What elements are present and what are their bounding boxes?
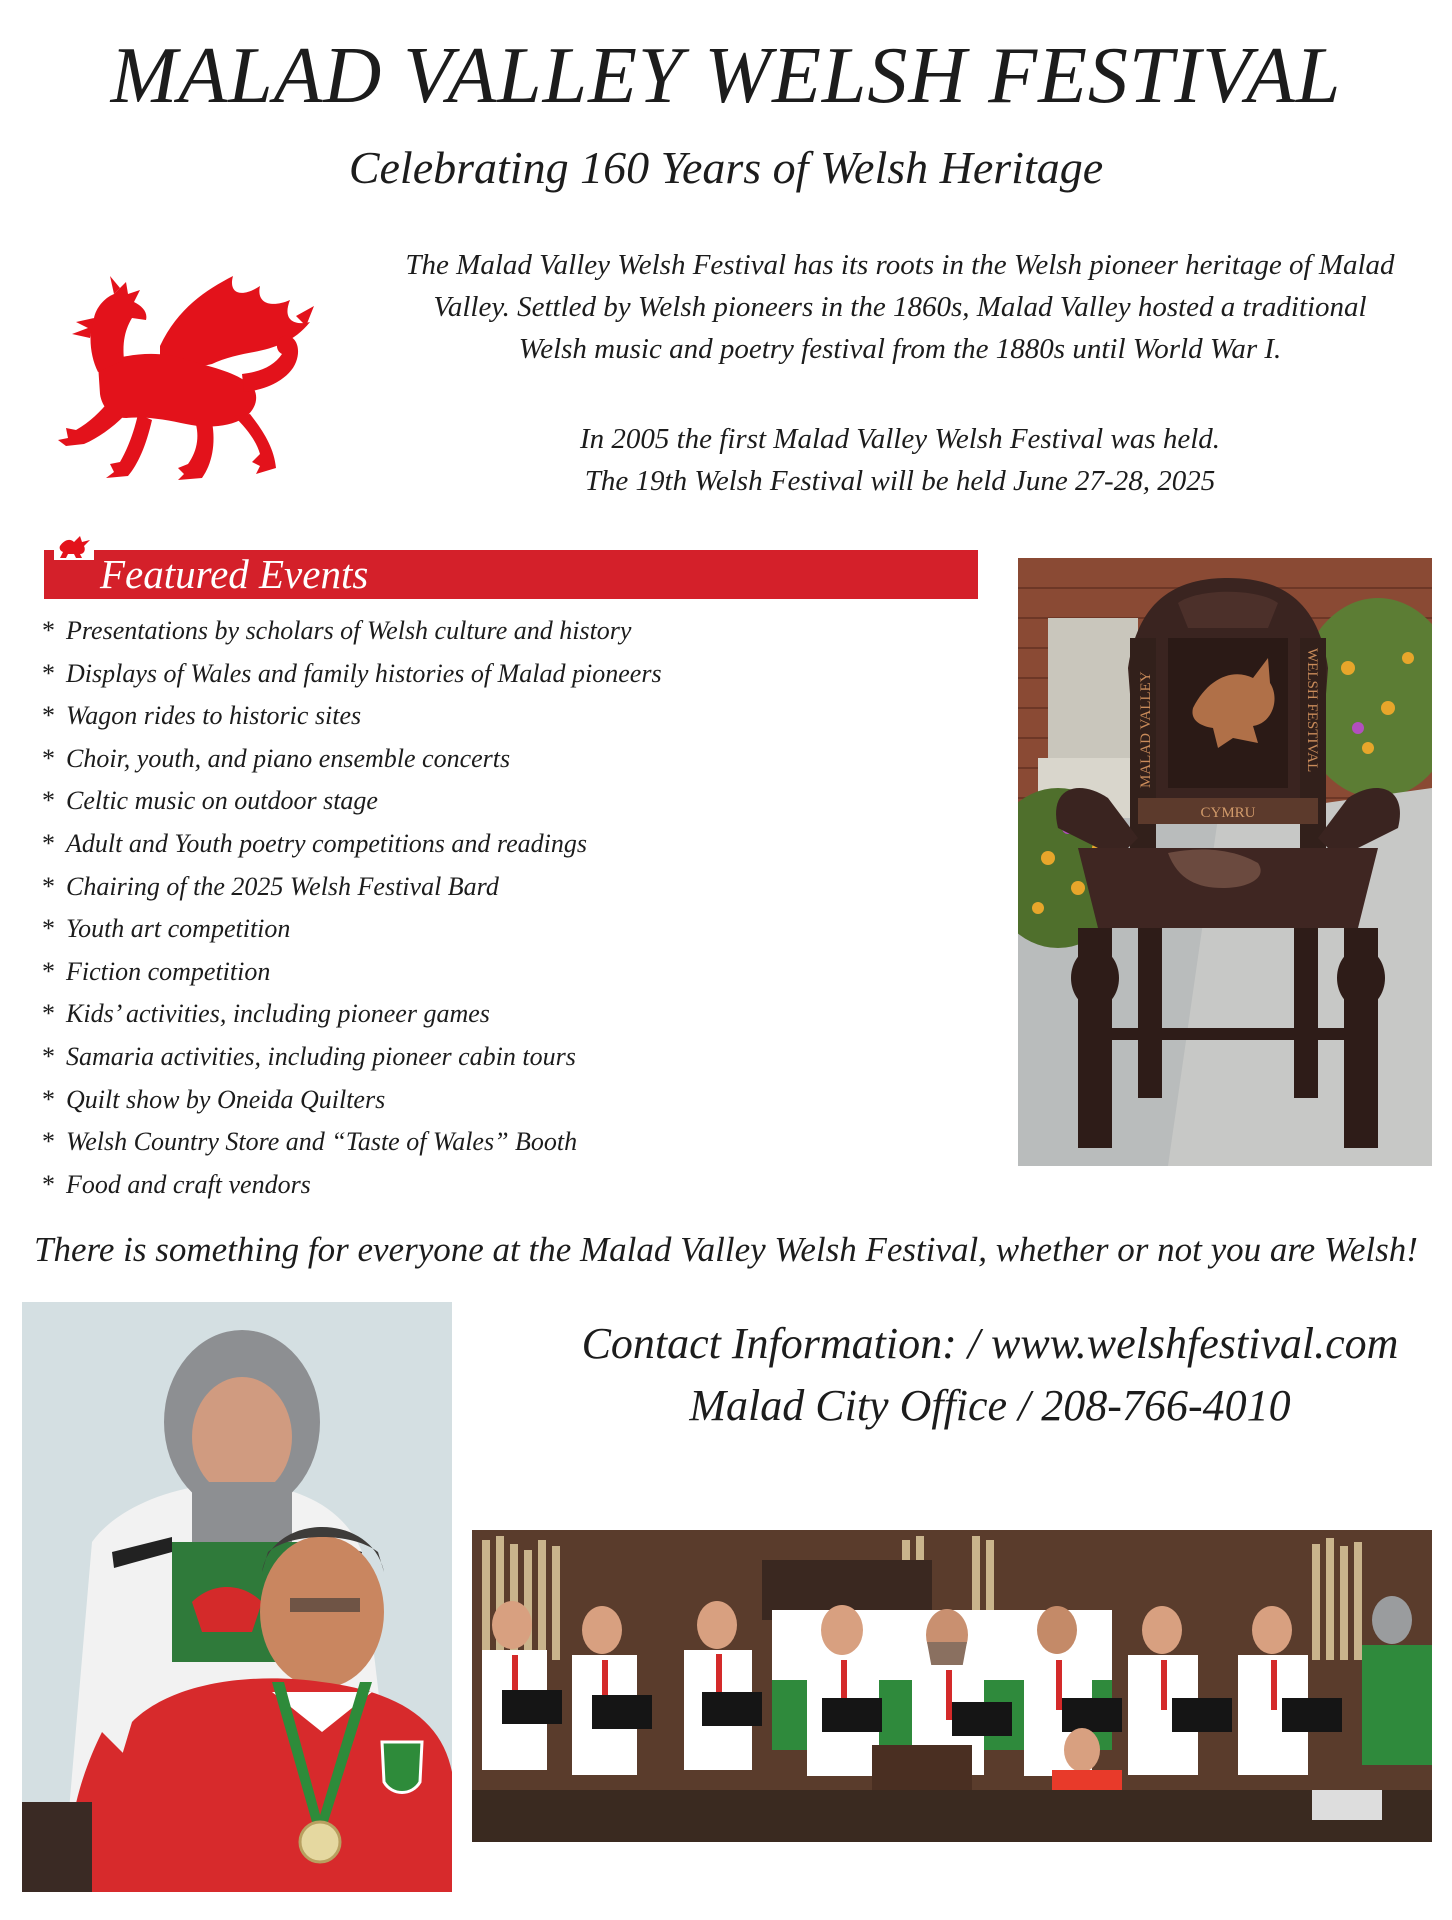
event-item bbox=[42, 951, 942, 994]
contact-phone: Malad City Office / 208-766-4010 bbox=[689, 1381, 1291, 1430]
intro-line: The 19th Welsh Festival will be held June 27-28, 2025 bbox=[584, 465, 1216, 497]
intro-line: Valley. Settled by Welsh pioneers in the 1860s, Malad Valley hosted a traditional bbox=[433, 291, 1367, 323]
festival-subtitle: Celebrating 160 Years of Welsh Heritage bbox=[348, 142, 1104, 193]
bullet-star: * bbox=[42, 1169, 55, 1199]
event-item bbox=[42, 1079, 942, 1122]
intro-paragraph-1 bbox=[360, 244, 1440, 370]
event-item bbox=[42, 610, 942, 653]
male-choir-photo bbox=[472, 1530, 1432, 1842]
event-text: Youth art competition bbox=[66, 914, 291, 944]
contact-website: Contact Information: / www.welshfestival.com bbox=[581, 1319, 1399, 1368]
chair-left-text: MALAD VALLEY bbox=[1138, 671, 1154, 788]
event-text: Wagon rides to historic sites bbox=[66, 701, 362, 731]
intro-paragraph-2 bbox=[360, 418, 1440, 502]
bullet-star: * bbox=[42, 1041, 55, 1071]
event-item bbox=[42, 653, 942, 696]
festival-title: MALAD VALLEY WELSH FESTIVAL bbox=[110, 32, 1342, 120]
event-text: Welsh Country Store and “Taste of Wales” Booth bbox=[66, 1127, 578, 1157]
featured-events-heading: Featured Events bbox=[100, 551, 369, 597]
bullet-star: * bbox=[42, 616, 55, 645]
event-text: Displays of Wales and family histories of Malad pioneers bbox=[66, 658, 662, 688]
bullet-star: * bbox=[42, 1127, 55, 1157]
event-item bbox=[42, 738, 942, 781]
event-text: Samaria activities, including pioneer cabin tours bbox=[66, 1041, 576, 1071]
tagline: There is something for everyone at the Malad Valley Welsh Festival, whether or not you are Welsh! bbox=[34, 1230, 1418, 1269]
bullet-star: * bbox=[42, 701, 55, 731]
intro-line: In 2005 the first Malad Valley Welsh Festival was held. bbox=[579, 423, 1221, 455]
event-text: Chairing of the 2025 Welsh Festival Bard bbox=[66, 871, 499, 901]
bullet-star: * bbox=[42, 828, 55, 858]
intro-line: The Malad Valley Welsh Festival has its roots in the Welsh pioneer heritage of Malad bbox=[405, 249, 1395, 281]
chair-crest-text: CYMRU bbox=[1200, 805, 1256, 821]
bullet-star: * bbox=[42, 914, 55, 944]
event-text: Fiction competition bbox=[66, 956, 271, 986]
bullet-star: * bbox=[42, 999, 55, 1029]
event-item bbox=[42, 1164, 942, 1207]
bullet-star: * bbox=[42, 1084, 55, 1114]
event-text: Celtic music on outdoor stage bbox=[66, 786, 378, 816]
event-text: Presentations by scholars of Welsh culture and history bbox=[66, 616, 632, 645]
event-item bbox=[42, 823, 942, 866]
bullet-star: * bbox=[42, 956, 55, 986]
event-item bbox=[42, 1121, 942, 1164]
welsh-dragon-icon bbox=[28, 268, 328, 484]
chair-right-text: WELSH FESTIVAL bbox=[1304, 648, 1320, 773]
welsh-dragon-mini-icon bbox=[54, 534, 94, 560]
event-text: Kids’ activities, including pioneer games bbox=[66, 999, 490, 1029]
event-text: Choir, youth, and piano ensemble concerts bbox=[66, 743, 511, 773]
bullet-star: * bbox=[42, 786, 55, 816]
event-item bbox=[42, 866, 942, 909]
bullet-star: * bbox=[42, 743, 55, 773]
event-item bbox=[42, 993, 942, 1036]
event-item bbox=[42, 908, 942, 951]
bullet-star: * bbox=[42, 658, 55, 688]
event-item bbox=[42, 780, 942, 823]
event-text: Food and craft vendors bbox=[66, 1169, 311, 1199]
knight-and-bard-photo bbox=[22, 1302, 452, 1892]
event-item bbox=[42, 1036, 942, 1079]
bard-chair-photo bbox=[1018, 558, 1432, 1166]
event-item bbox=[42, 695, 942, 738]
intro-line: Welsh music and poetry festival from the 1880s until World War I. bbox=[518, 333, 1282, 365]
event-text: Adult and Youth poetry competitions and readings bbox=[66, 828, 587, 858]
event-text: Quilt show by Oneida Quilters bbox=[66, 1084, 386, 1114]
featured-events-list bbox=[42, 610, 942, 1206]
bullet-star: * bbox=[42, 871, 55, 901]
